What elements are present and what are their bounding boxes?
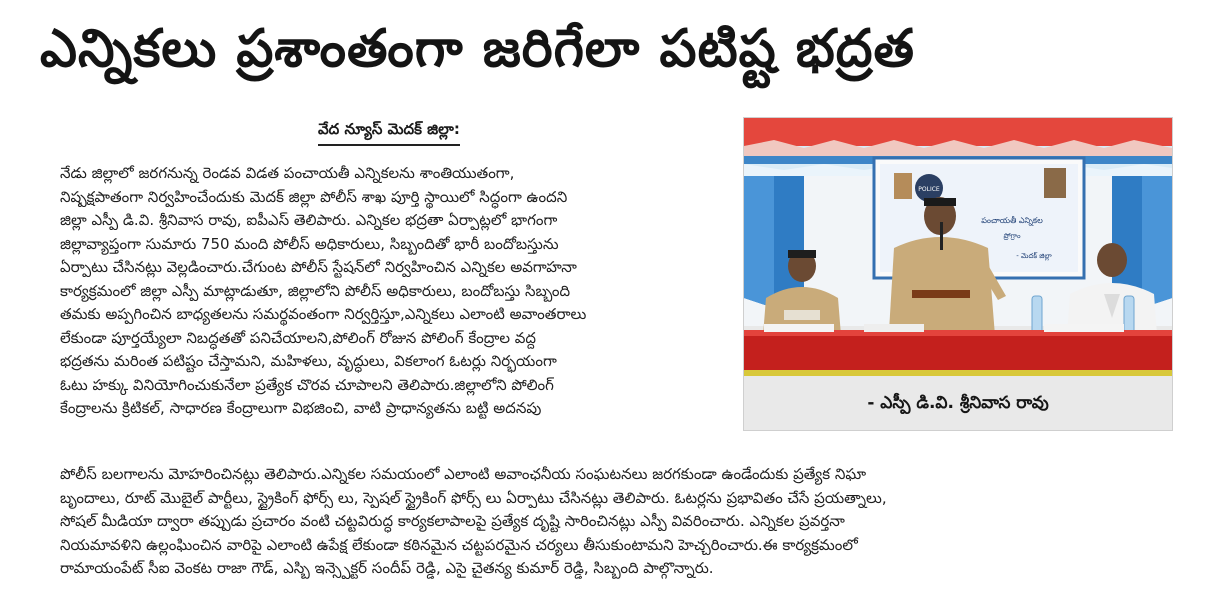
body-line: సోషల్ మీడియా ద్వారా తప్పుడు ప్రచారం వంటి చట్టవిరుద్ధ కార్యకలాపాలపై ప్రత్యేక దృష్టి సారించినట్లు ఎస్పీ వివరించారు. ఎన్నికల ప్రవర్తనా bbox=[60, 512, 845, 530]
body-line: జిల్లావ్యాప్తంగా సుమారు 750 మంది పోలీస్ అధికారులు, సిబ్బందితో భారీ బందోబస్తును bbox=[60, 234, 559, 253]
police-badge-text: POLICE bbox=[918, 186, 940, 193]
banner-line: - మెదక్ జిల్లా bbox=[1016, 252, 1052, 260]
body-line: నేడు జిల్లాలో జరగనున్న రెండవ విడత పంచాయతీ ఎన్నికలను శాంతియుతంగా, bbox=[60, 164, 515, 182]
photo-caption: - ఎస్పీ డి.వి. శ్రీనివాస రావు bbox=[867, 393, 1049, 413]
body-line: జిల్లా ఎస్పీ డి.వి. శ్రీనివాస రావు, ఐపీఎస్ తెలిపారు. ఎన్నికల భద్రతా ఏర్పాట్లలో భాగంగా bbox=[60, 211, 558, 229]
news-photo-frame bbox=[743, 117, 1173, 431]
body-line: ఏర్పాటు చేసినట్లు వెల్లడించారు.చేగుంట పోలీస్ స్టేషన్‌లో నిర్వహించిన ఎన్నికల అవగాహనా bbox=[60, 258, 577, 276]
banner-line: పంచాయతీ ఎన్నికల bbox=[981, 216, 1043, 225]
body-line: లేకుండా పూర్తయ్యేలా నిబద్ధతతో పనిచేయాలని,పోలింగ్ రోజున పోలింగ్ కేంద్రాల వద్ద bbox=[60, 328, 537, 347]
stage-table bbox=[744, 324, 1172, 376]
body-line: రామాయంపేట్ సీఐ వెంకట రాజా గౌడ్, ఎస్బి ఇన్స్పెక్టర్ సందీప్ రెడ్డి, ఎసై చైతన్య కుమార్ రెడ్డి, సిబ్బంది పాల్గొన్నారు. bbox=[60, 559, 714, 577]
article-body-left bbox=[60, 162, 732, 462]
body-line: నిష్పక్షపాతంగా నిర్వహించేందుకు మెదక్ జిల్లా పోలీస్ శాఖ పూర్తి స్థాయిలో సిద్ధంగా ఉందని bbox=[60, 187, 568, 206]
news-photo bbox=[744, 118, 1172, 376]
dateline: వేద న్యూస్ మెదక్ జిల్లా: bbox=[318, 120, 460, 146]
body-line: కార్యక్రమంలో జిల్లా ఎస్పీ మాట్లాడుతూ, జిల్లాలోని పోలీస్ అధికారులు, బందోబస్తు సిబ్బంది bbox=[60, 281, 571, 300]
banner-line: ప్రోగ్రాం bbox=[1003, 232, 1021, 240]
body-line: భద్రతను మరింత పటిష్టం చేస్తామని, మహిళలు, వృద్ధులు, వికలాంగ ఓటర్లు నిర్భయంగా bbox=[60, 352, 557, 370]
body-line: తమకు అప్పగించిన బాధ్యతలను సమర్థవంతంగా నిర్వర్తిస్తూ,ఎన్నికలు ఎలాంటి అవాంతరాలు bbox=[60, 305, 587, 323]
body-line: నియమావళిని ఉల్లంఘించిన వారిపై ఎలాంటి ఉపేక్ష లేకుండా కఠినమైన చట్టపరమైన చర్యలు తీసుకుంటామని హెచ్చరించారు.ఈ కార్యక్రమంలో bbox=[60, 535, 858, 554]
article-body-full bbox=[60, 463, 1210, 603]
body-line: కేంద్రాలను క్రిటికల్, సాధారణ కేంద్రాలుగా విభజించి, వాటి ప్రాధాన్యతను బట్టి అదనపు bbox=[60, 399, 542, 417]
headline: ఎన్నికలు ప్రశాంతంగా జరిగేలా పటిష్ట భద్రత bbox=[40, 19, 915, 79]
body-line: పోలీస్ బలగాలను మోహరించినట్లు తెలిపారు.ఎన్నికల సమయంలో ఎలాంటి అవాంఛనీయ సంఘటనలు జరగకుండా ఉండేందుకు ప్రత్యేక నిఘా bbox=[60, 465, 867, 483]
body-line: ఓటు హక్కు వినియోగించుకునేలా ప్రత్యేక చొరవ చూపాలని తెలిపారు.జిల్లాలోని పోలింగ్ bbox=[60, 375, 554, 394]
body-line: బృందాలు, రూట్ మొబైల్ పార్టీలు, స్ట్రైకింగ్ ఫోర్స్ లు, స్పెషల్ స్ట్రైకింగ్ ఫోర్స్ లు ఏర్పాటు చేసినట్లు తెలిపారు. ఓటర్లను ప్రభావితం చేసే ప్రయత్నాలు, bbox=[60, 488, 887, 507]
